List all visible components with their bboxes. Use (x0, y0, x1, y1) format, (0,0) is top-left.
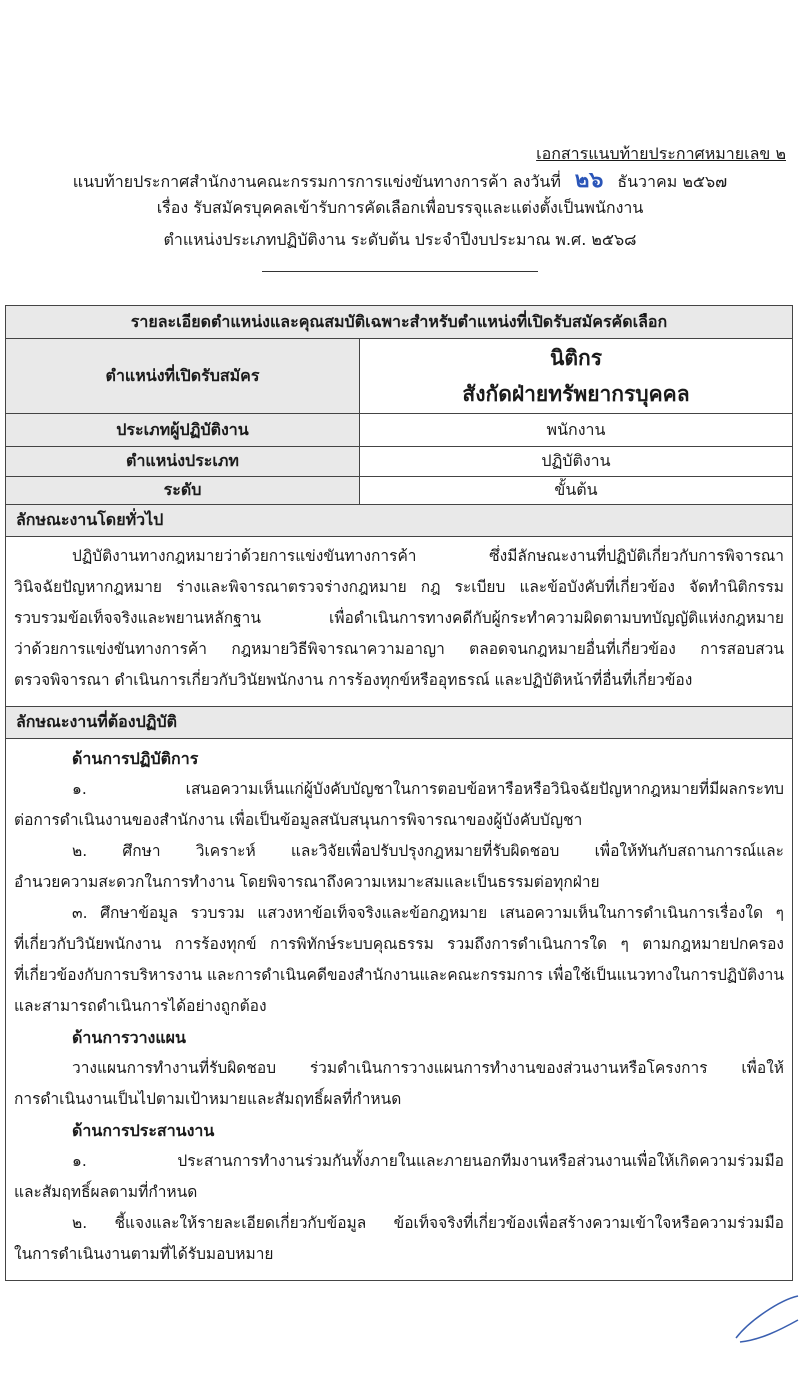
table-title: รายละเอียดตำแหน่งและคุณสมบัติเฉพาะสำหรับตำแหน่งที่เปิดรับสมัครคัดเลือก (6, 306, 793, 339)
text-line: ตรวจพิจารณา ดำเนินการเกี่ยวกับวินัยพนักงาน การร้องทุกข์หรืออุทธรณ์ และปฏิบัติหน้าที่อื่นที่เกี่ยวข้อง (14, 671, 693, 689)
text-line: วินิจฉัยปัญหากฎหมาย ร่างและพิจารณาตรวจร่างกฎหมาย กฎ ระเบียบ และข้อบังคับที่เกี่ยวข้อง จัดทำนิติกรรม (14, 578, 784, 596)
text-line: ต่อการดำเนินงานของสำนักงาน เพื่อเป็นข้อมูลสนับสนุนการพิจารณาของผู้บังคับบัญชา (14, 811, 583, 829)
row-label: ระดับ (6, 477, 360, 505)
text-line: ที่เกี่ยวกับวินัยพนักงาน การร้องทุกข์ การพิทักษ์ระบบคุณธรรม รวมถึงการดำเนินการใด ๆ ตามกฎหมายปกครอง (14, 935, 784, 953)
row-value: ปฏิบัติงาน (360, 447, 793, 477)
duties-body (6, 739, 793, 1281)
text-line: รวบรวมข้อเท็จจริงและพยานหลักฐาน เพื่อดำเนินการทางคดีกับผู้กระทำความผิดตามบทบัญญัติแห่งกฎหมาย (14, 609, 784, 627)
text-line: วางแผนการทำงานที่รับผิดชอบ ร่วมดำเนินการวางแผนการทำงานของส่วนงานหรือโครงการ เพื่อให้ (72, 1059, 784, 1077)
header-line-1 (0, 162, 800, 197)
divider (262, 271, 538, 272)
row-label: ประเภทผู้ปฏิบัติงาน (6, 414, 360, 447)
attachment-reference: เอกสารแนบท้ายประกาศหมายเลข ๒ (536, 144, 786, 163)
position-table (5, 305, 793, 1281)
text-line: ๑. ประสานการทำงานร่วมกันทั้งภายในและภายนอกทีมงานหรือส่วนงานเพื่อให้เกิดความร่วมมือ (72, 1152, 784, 1170)
row-value: ขั้นต้น (360, 477, 793, 505)
text-line: และสามารถดำเนินการได้อย่างถูกต้อง (14, 997, 267, 1015)
text-line: ๑. เสนอความเห็นแก่ผู้บังคับบัญชาในการตอบข้อหารือหรือวินิจฉัยปัญหากฎหมายที่มีผลกระทบ (72, 780, 784, 798)
duty-section-title: ด้านการปฏิบัติการ (72, 749, 199, 768)
header-line-3: ตำแหน่งประเภทปฏิบัติงาน ระดับต้น ประจำปีงบประมาณ พ.ศ. ๒๕๖๘ (163, 230, 637, 249)
text-line: ๓. ศึกษาข้อมูล รวบรวม แสวงหาข้อเท็จจริงและข้อกฎหมาย เสนอความเห็นในการดำเนินการเรื่องใด ๆ (72, 904, 784, 922)
duty-section-title: ด้านการวางแผน (72, 1028, 186, 1047)
position-label: ตำแหน่งที่เปิดรับสมัคร (6, 339, 360, 414)
position-unit: สังกัดฝ่ายทรัพยากรบุคคล (462, 382, 690, 406)
duty-section-title: ด้านการประสานงาน (72, 1121, 215, 1140)
signature-mark (730, 1290, 800, 1350)
text-line: ที่เกี่ยวข้องกับการบริหารงาน และการดำเนินคดีของสำนักงานและคณะกรรมการ เพื่อใช้เป็นแนวทางในการปฏิบัติงาน (14, 966, 784, 984)
header-line-2: เรื่อง รับสมัครบุคคลเข้ารับการคัดเลือกเพื่อบรรจุและแต่งตั้งเป็นพนักงาน (156, 198, 644, 217)
text-line: อำนวยความสะดวกในการทำงาน โดยพิจารณาถึงความเหมาะสมและเป็นธรรมต่อทุกฝ่าย (14, 873, 600, 891)
row-label: ตำแหน่งประเภท (6, 447, 360, 477)
text-line: ในการดำเนินงานตามที่ได้รับมอบหมาย (14, 1245, 274, 1263)
text-line: ๒. ศึกษา วิเคราะห์ และวิจัยเพื่อปรับปรุงกฎหมายที่รับผิดชอบ เพื่อให้ทันกับสถานการณ์และ (72, 842, 784, 860)
row-value: พนักงาน (360, 414, 793, 447)
text-line: ปฏิบัติงานทางกฎหมายว่าด้วยการแข่งขันทางการค้า ซึ่งมีลักษณะงานที่ปฏิบัติเกี่ยวกับการพิจารณา (72, 547, 784, 565)
header-prefix: แนบท้ายประกาศสำนักงานคณะกรรมการการแข่งขันทางการค้า ลงวันที่ (72, 172, 561, 191)
text-line: ๒. ชี้แจงและให้รายละเอียดเกี่ยวกับข้อมูล ข้อเท็จจริงที่เกี่ยวข้องเพื่อสร้างความเข้าใจหรือความร่วมมือ (72, 1214, 784, 1232)
position-name: นิติกร (550, 346, 602, 370)
general-heading: ลักษณะงานโดยทั่วไป (6, 505, 793, 537)
text-line: ว่าด้วยการแข่งขันทางการค้า กฎหมายวิธีพิจารณาความอาญา ตลอดจนกฎหมายอื่นที่เกี่ยวข้อง การสอบสวน (14, 640, 784, 658)
header-suffix: ธันวาคม ๒๕๖๗ (617, 172, 728, 191)
general-body (6, 537, 793, 707)
text-line: การดำเนินงานเป็นไปตามเป้าหมายและสัมฤทธิ์ผลที่กำหนด (14, 1090, 402, 1108)
duties-heading: ลักษณะงานที่ต้องปฏิบัติ (6, 707, 793, 739)
header-day: ๒๖ (574, 168, 604, 193)
text-line: และสัมฤทธิ์ผลตามที่กำหนด (14, 1183, 198, 1201)
